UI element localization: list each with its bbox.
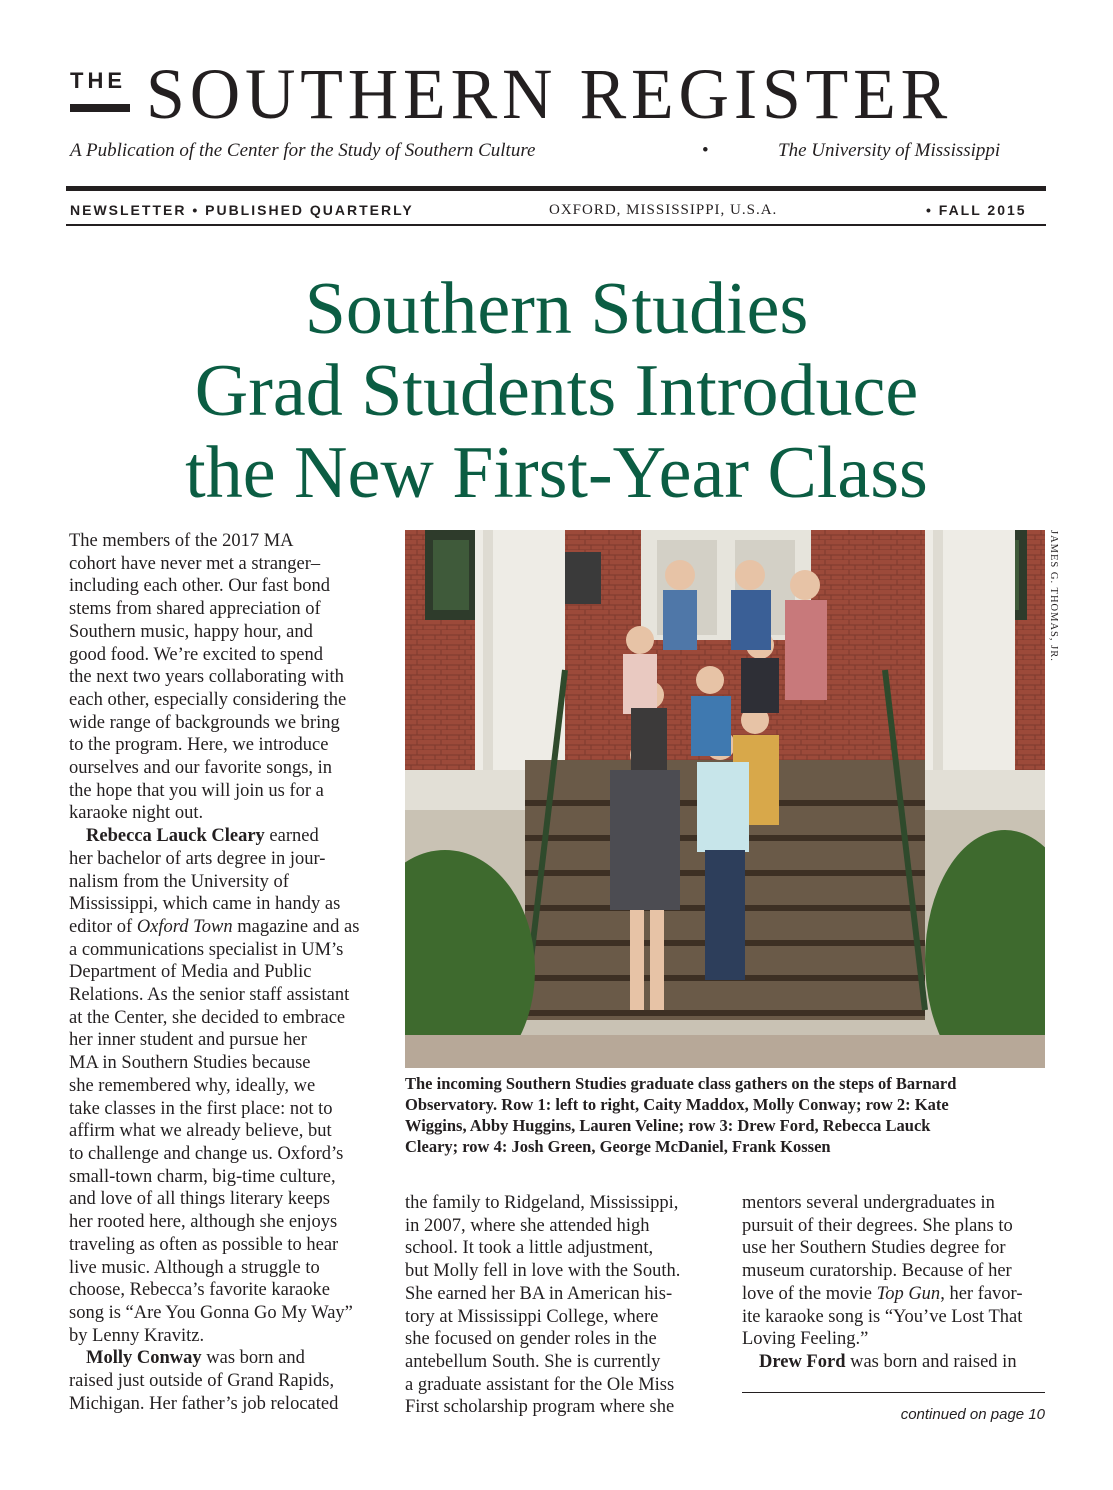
continued-on-page[interactable]: continued on page 10	[900, 1406, 1045, 1423]
name-rebecca: Rebecca Lauck Cleary	[86, 826, 265, 847]
masthead-the: THE	[70, 68, 126, 93]
masthead-rule-thin	[66, 224, 1046, 226]
drew-paragraph: Drew Ford was born and raised in	[759, 1351, 1017, 1372]
group-photo-illustration	[405, 530, 1045, 1068]
headline-line-1: Southern Studies	[304, 268, 809, 350]
article-column-3	[742, 1192, 1052, 1374]
magazine-title: Oxford Town	[136, 916, 233, 937]
location-label: OXFORD, MISSISSIPPI, U.S.A.	[549, 202, 778, 218]
publication-subtitle: A Publication of the Center for the Study of Southern Culture	[70, 140, 536, 161]
column-end-rule	[742, 1392, 1045, 1393]
masthead-rule-thick	[66, 186, 1046, 191]
photo-caption: The incoming Southern Studies graduate class gathers on the steps of Barnard Observatory. Row 1: left to right, Caity Maddox, Molly Conway; row 2: Kate Wiggins, Abby Huggins, Lauren Veline; row 3: Drew Ford, Rebecca Lauck Cleary; row 4: Josh Green, George McDaniel, Frank Kossen	[405, 1074, 957, 1156]
headline-line-2: Grad Students Introduce	[194, 350, 919, 432]
article-column-1	[69, 530, 379, 1415]
movie-title: Top Gun	[876, 1283, 941, 1304]
headline-line-3: the New First-Year Class	[185, 432, 928, 514]
article-headline	[60, 268, 1053, 514]
masthead-the-bar	[70, 104, 130, 112]
name-molly: Molly Conway	[86, 1348, 202, 1369]
newsletter-label: NEWSLETTER • PUBLISHED QUARTERLY	[70, 202, 414, 218]
molly-paragraph: Molly Conway was born and raised just outside of Grand Rapids, Michigan. Her father’s job relocated	[69, 1348, 339, 1414]
university-name: The University of Mississippi	[778, 140, 1001, 161]
rebecca-paragraph: Rebecca Lauck Cleary earned her bachelor of arts degree in jour- nalism from the University of Mississippi, which came in handy as editor of Oxford Town magazine and as a communications specialist in UM’s Department of Media and Public Relations. As the senior staff assistant at the Center, she decided to embrace her inner student and pursue her MA in Southern Studies because she remembered why, ideally, we take classes in the first place: not to affirm what we already believe, but to challenge and change us. Oxford’s small-town charm, big-time culture, and love of all things literary keeps her rooted here, although she enjoys traveling as often as possible to hear live music. Although a struggle to choose, Rebecca’s favorite karaoke song is “Are You Gonna Go My Way” by Lenny Kravitz.	[69, 826, 360, 1346]
article-column-2	[405, 1192, 715, 1419]
intro-paragraph: The members of the 2017 MA cohort have never met a stranger– including each other. Our fast bond stems from shared appreciation of Southern music, happy hour, and good food. We’re excited to spend the next two years collaborating with each other, especially considering the wide range of backgrounds we bring to the program. Here, we introduce ourselves and our favorite songs, in the hope that you will join us for a karaoke night out.	[69, 531, 347, 824]
molly-paragraph-continued: the family to Ridgeland, Mississippi, in 2007, where she attended high school. It took a little adjustment, but Molly fell in love with the South. She earned her BA in American his- tory at Mississippi College, where she focused on gender roles in the antebellum South. She is currently a graduate assistant for the Ole Miss First scholarship program where she	[405, 1193, 681, 1418]
photo-credit: JAMES G. THOMAS, JR.	[1048, 530, 1059, 662]
publication-title: SOUTHERN REGISTER	[146, 54, 953, 134]
subtitle-separator: •	[702, 140, 709, 161]
group-photo	[405, 530, 1045, 1068]
molly-paragraph-end: mentors several undergraduates in pursuit of their degrees. She plans to use her Southern Studies degree for museum curatorship. Because of her love of the movie Top Gun, her favor- ite karaoke song is “You’ve Lost That Loving Feeling.”	[742, 1193, 1023, 1350]
name-drew: Drew Ford	[759, 1351, 846, 1372]
issue-label: • FALL 2015	[926, 202, 1027, 218]
